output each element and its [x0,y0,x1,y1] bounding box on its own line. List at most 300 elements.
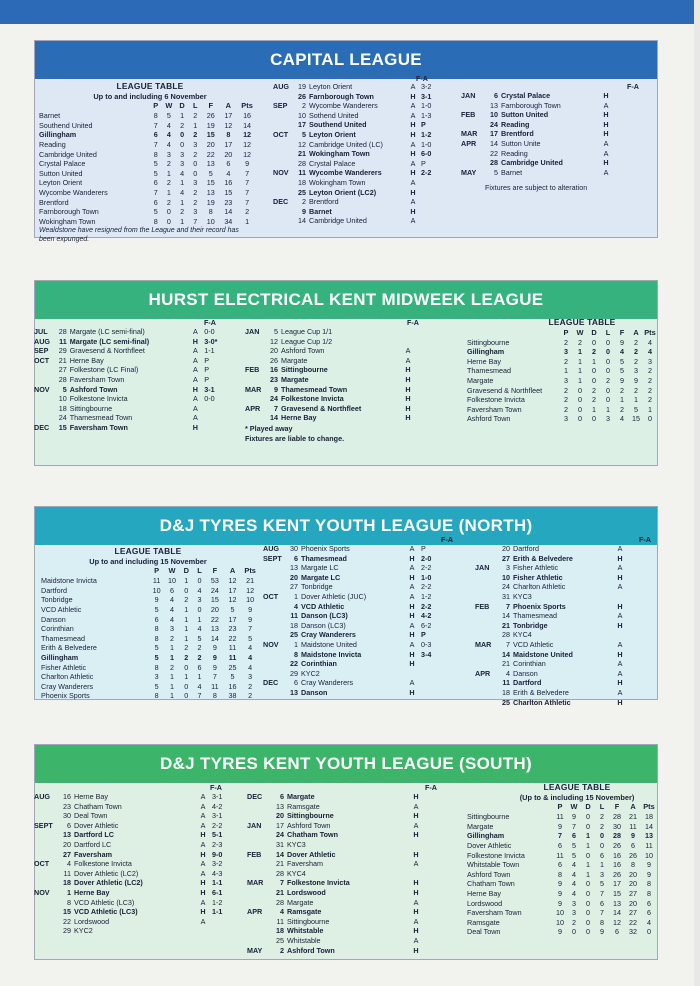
fixture-opponent: Cray Wanderers [301,630,356,640]
stat-value: 5 [153,168,158,178]
stat-value: 15 [224,187,233,197]
fixture-month [263,582,287,592]
table-row [467,860,657,870]
stat-value: 2 [600,821,604,831]
fixture-venue: A [192,374,198,384]
fixture-month: OCT [34,859,50,869]
fixture-score: 2-0 [421,553,432,563]
fixture-month: NOV [34,887,50,897]
fixture-venue: H [409,611,415,621]
fixture-score: 3-1 [421,91,432,101]
fixture-month [247,888,269,898]
fixture-opponent: Dartford [513,678,542,688]
team-name: Maidstone Invicta [41,576,97,586]
fixture-venue: H [405,403,411,413]
stat-value: 4 [166,130,171,140]
column-header: A [225,101,231,111]
fixture-score [613,110,637,120]
fixture-score: 3-1 [212,792,223,801]
fixture-day: 4 [67,859,71,869]
fixture-row [273,159,443,169]
fixture-venue: H [617,620,623,630]
fixture-month [34,802,58,812]
stat-value: 4 [620,414,624,424]
stat-value: 1 [184,614,189,624]
stat-value: 0 [578,414,582,424]
fixture-opponent: VCD Athletic (LC3) [74,897,135,907]
stat-value: 11 [211,681,219,691]
fixture-venue: A [603,148,609,158]
fixture-month: JAN [461,91,476,100]
fixture-day: 21 [58,355,67,365]
fixture-month [475,659,497,669]
stat-value: 9 [212,643,217,653]
stat-value: 4 [572,879,576,889]
fixture-venue: H [617,697,623,707]
team-name: Erith & Belvedere [41,643,97,653]
stat-value: 25 [228,662,237,672]
stat-value: 2 [193,130,198,140]
fixtures-list-2 [247,792,437,955]
table-row [41,605,259,615]
fixture-venue [613,592,627,602]
fixture-day: 4 [294,601,298,611]
table-row [467,405,657,415]
fixture-score [415,327,429,337]
league-table [37,547,259,701]
fixture-day: 7 [506,639,510,649]
fixture-day: 23 [270,374,278,384]
fixture-month: APR [245,403,261,413]
stat-value: 22 [629,917,637,927]
stat-value: 10 [152,585,161,595]
stat-value: 1 [600,860,604,870]
stat-value: 0 [606,395,610,405]
fixture-row [475,544,641,554]
fixture-score: 2-2 [421,168,432,178]
fixture-score: 3-1 [204,384,215,394]
stat-value: 8 [647,888,651,898]
fixture-venue: H [413,887,419,897]
fixture-row [475,602,641,612]
fixture-score [419,688,443,698]
fixture-opponent: Ramsgate [287,801,320,811]
team-name: Ramsgate [467,917,500,927]
team-name: Whitstable Town [467,860,520,870]
fixture-day: 6 [494,91,498,100]
fixture-venue: A [405,355,411,365]
fixture-month: DEC [263,678,279,688]
stat-value: 5 [248,633,253,643]
fixture-score [627,688,641,698]
stat-value: 5 [153,159,158,169]
fixture-opponent: Ashford Town [281,346,325,356]
stat-value: 5 [197,633,202,643]
fixture-venue: H [413,792,419,801]
fixture-month [34,365,54,375]
fixture-opponent: Margate [281,374,309,384]
stat-value: 13 [210,624,219,634]
fixture-day: 18 [63,878,71,888]
fixture-score [415,375,429,385]
fixture-venue: A [603,138,609,148]
stat-value: 11 [152,576,161,586]
fixture-row [475,554,641,564]
fixture-day: 21 [502,620,510,630]
section-body [35,535,657,707]
stat-value: 8 [154,662,159,672]
team-name: Sittingbourne [467,337,510,347]
stat-value: 19 [206,120,215,130]
fixture-row [34,811,234,821]
fixture-score: 1-1 [212,878,223,888]
fixtures-column-1 [34,318,226,433]
fixture-score [627,582,641,592]
table-row [41,634,259,644]
fixture-day: 18 [58,403,67,413]
fixture-month: FEB [245,365,260,375]
fixture-row [247,792,437,802]
fixture-day: 5 [274,327,278,336]
fixture-month [461,149,485,159]
column-header: F [212,566,218,576]
fixture-day: 14 [490,138,498,148]
fixture-month [475,592,497,602]
fixture-month: OCT [34,355,50,365]
stat-value: 26 [206,111,215,121]
fixture-venue: A [200,868,206,878]
fixture-score: 0-0 [204,327,215,336]
stat-value: 5 [634,404,638,414]
fixture-venue: A [410,139,416,149]
stat-value: 1 [184,633,189,643]
fixture-row [245,385,429,395]
stat-value: 6 [170,585,174,595]
fixture-score: 6-0 [421,149,432,159]
stat-value: 2 [245,207,250,217]
fixture-month [475,688,497,698]
section-body [35,783,657,959]
stat-value: 2 [564,385,568,395]
fixture-month [245,375,265,385]
fixtures-list-2 [475,544,641,707]
stat-value: 5 [572,850,576,860]
fixture-month [263,650,287,660]
stat-value: 1 [170,681,174,691]
team-name: Corinthian [41,624,74,634]
fixture-score [419,216,443,226]
fixture-day: 2 [302,101,306,111]
fixture-opponent: Maidstone United [301,639,357,649]
stat-value: 9 [248,614,253,624]
fixture-venue: A [409,639,415,649]
stat-value: 2 [564,395,568,405]
team-header-blank [41,566,149,576]
fixture-row [247,946,437,956]
fixture-row [34,365,226,375]
stat-value: 14 [224,207,233,217]
stat-value: 19 [206,197,215,207]
stat-value: 4 [647,917,651,927]
stat-value: 9 [620,337,624,347]
fixture-venue: H [405,413,411,423]
fixture-venue: H [200,887,206,897]
fixture-opponent: Reading [501,119,530,129]
stat-value: 4 [572,860,576,870]
fixture-score [423,878,437,888]
fixture-day: 21 [298,149,306,159]
fixture-score: P [421,630,426,640]
fixture-row [461,149,637,159]
fixture-score [423,821,437,831]
fixture-row [34,802,234,812]
stat-value: 27 [629,908,637,918]
stat-value: 7 [245,168,250,178]
fixture-venue: H [200,849,206,859]
fixture-venue: H [409,630,415,640]
fixture-venue: H [405,384,411,394]
team-name: Crystal Palace [39,159,86,169]
fixture-row [263,582,443,592]
fixture-row [475,621,641,631]
stat-value: 1 [184,604,189,614]
fixture-score [627,573,641,583]
stat-value: 1 [166,168,171,178]
stat-value: 1 [180,197,185,207]
fixture-score: 0-0 [204,394,215,404]
fixture-month: AUG [263,544,279,553]
table-row [467,395,657,405]
fixture-day: 26 [270,355,278,365]
capital-league-section [34,40,658,244]
fixture-score: 1-0 [421,139,432,149]
fixture-day: 5 [494,167,498,177]
stat-value: 1 [197,614,202,624]
fixture-score [415,404,429,414]
fixture-row [245,413,429,423]
fixture-opponent: Margate [287,792,315,801]
fixture-venue: A [413,801,419,811]
table-row [467,366,657,376]
fixture-day: 13 [290,563,298,573]
table-row [39,150,257,160]
stat-value: 4 [572,888,576,898]
stat-value: 26 [613,869,621,879]
fixture-score: 3-1 [212,811,223,821]
fixture-day: 16 [63,792,71,801]
fixture-row [273,168,443,178]
fixture-score [419,669,443,679]
stat-value: 4 [248,643,253,653]
fixture-score [627,563,641,573]
table-row [467,899,657,909]
fixture-row [263,554,443,564]
fixture-row [247,869,437,879]
stat-value: 22 [210,614,219,624]
fixture-opponent: Folkestone Invicta [69,394,128,404]
stat-value: 9 [631,831,635,841]
fixture-month [263,611,287,621]
fixture-day: 1 [67,887,71,897]
fixture-month: OCT [263,591,279,601]
fixtures-list-2 [461,91,637,177]
fixture-score: 1-0 [421,101,432,111]
fixture-month: SEP [273,101,288,111]
column-header: W [165,101,173,111]
fixture-month [34,898,58,908]
fixture-opponent: KYC4 [287,868,306,878]
stat-value: 6 [647,908,651,918]
fixture-day: 29 [58,346,67,356]
stat-value: 15 [632,414,640,424]
table-row [39,217,257,227]
stat-value: 0 [193,168,198,178]
fixture-month: JUL [34,327,48,336]
fixture-venue: A [409,582,415,592]
fixture-opponent: Cambridge United [309,216,367,226]
team-name: Southend United [39,120,93,130]
column-header: W [168,566,176,576]
fixture-row [34,385,226,395]
fixture-row [247,917,437,927]
table-row [467,851,657,861]
fixture-opponent: Lordswood [74,916,110,926]
stat-value: 8 [153,111,158,121]
stat-value: 3 [634,366,638,376]
team-name: Wokingham Town [39,216,96,226]
fixtures-column-1 [34,783,234,936]
fixtures-list-1 [263,544,443,698]
fixture-opponent: Margate LC [301,572,341,582]
kent-youth-north-section [34,506,658,707]
fixture-month [247,869,269,879]
fixture-venue: A [192,394,198,404]
stat-value: 12 [243,130,252,140]
team-name: Sittingbourne [467,812,510,822]
fixture-venue: A [405,346,411,356]
fixture-opponent: Fisher Athletic [513,572,563,582]
fixture-month [263,621,287,631]
stat-value: 1 [193,120,198,130]
team-name: Margate [467,375,494,385]
team-name: Thamesmead [41,633,85,643]
fixture-score [423,888,437,898]
fixture-row [475,573,641,583]
fa-header: F-A [627,82,639,91]
stat-value: 7 [212,672,217,682]
stat-value: 8 [558,869,562,879]
stat-value: 10 [206,216,215,226]
fixture-month: SEPT [34,820,53,830]
stat-value: 3 [572,908,576,918]
fixture-venue: A [617,563,623,573]
fixture-score [613,91,637,101]
fixture-opponent: Thamesmead [301,553,347,563]
fixture-month [263,563,287,573]
table-row [41,615,259,625]
stat-value: 9 [248,604,253,614]
table-row [41,653,259,663]
fixture-day: 28 [298,158,306,168]
fixture-month [461,120,485,130]
stat-value: 20 [629,869,637,879]
fixtures-column-1 [273,74,443,226]
fixture-day: 29 [290,668,298,678]
fixture-venue: H [413,907,419,917]
fixture-opponent: KYC3 [287,839,306,849]
fixture-day: 11 [59,336,67,346]
fixture-opponent: Maidstone United [513,649,573,659]
team-name: Gravesend & Northfleet [467,385,543,395]
column-header: P [563,327,569,337]
fixture-row [34,926,234,936]
fixture-month [34,907,58,917]
fixture-row [263,611,443,621]
stat-value: 3 [197,595,202,605]
fixture-opponent: Wokingham Town [309,177,366,187]
fixture-month [475,630,497,640]
stat-value: 5 [230,672,235,682]
fixture-score [423,869,437,879]
stat-value: 10 [645,850,653,860]
fixture-venue: H [410,91,416,101]
fixture-day: 13 [63,830,71,840]
fixture-day: 22 [63,916,71,926]
fixture-row [247,840,437,850]
fixture-month: OCT [273,129,289,139]
fixture-score: 1-2 [421,129,432,139]
fixture-score: P [421,120,426,130]
fixture-month [34,917,58,927]
stat-value: 24 [210,585,219,595]
fixture-month [247,936,269,946]
fixture-day: 17 [490,129,498,139]
team-name: Thamesmead [467,366,511,376]
fixtures-list-1 [34,327,226,433]
fa-header: F-A [441,535,453,544]
stat-value: 16 [613,860,621,870]
fixture-day: 2 [302,197,306,207]
fixture-opponent: Sutton Unite [501,138,541,148]
team-name: Danson [41,614,66,624]
fixture-day: 11 [63,868,71,878]
stat-value: 21 [246,576,255,586]
stat-value: 0 [586,908,590,918]
team-name: Gillingham [467,347,505,357]
fixture-venue: H [413,926,419,936]
stat-value: 4 [197,681,202,691]
stat-value: 6 [558,860,562,870]
fixture-venue: A [200,839,206,849]
fixtures-column-1 [263,535,459,698]
section-title: HURST ELECTRICAL KENT MIDWEEK LEAGUE [35,281,657,319]
stat-value: 0 [586,812,590,822]
fixture-day: 13 [490,100,498,110]
fixture-row [273,188,443,198]
table-row [39,140,257,150]
team-name: Ashford Town [467,869,511,879]
fixture-venue: H [409,572,415,582]
table-row [39,178,257,188]
fixture-opponent: Dartford [513,544,539,553]
stat-value: 10 [168,576,176,586]
fixture-month [273,111,295,121]
table-row [467,889,657,899]
stat-value: 17 [613,879,621,889]
fixture-opponent: Margate (LC semi-final) [69,327,145,336]
stat-value: 9 [634,375,638,385]
fixture-month: DEC [273,197,289,207]
